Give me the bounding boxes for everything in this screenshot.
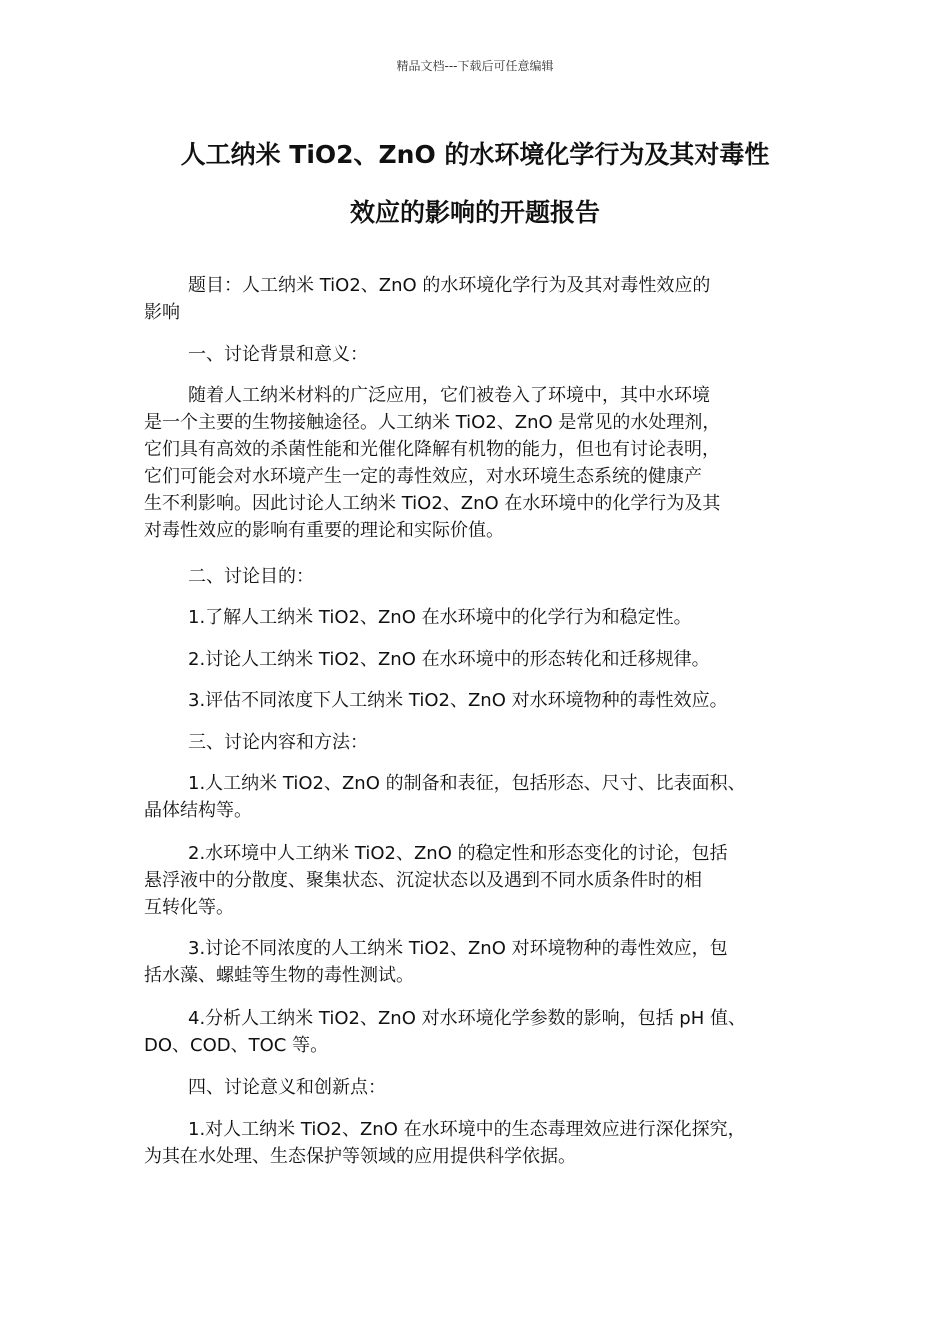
text-line: 晶体结构等。	[144, 800, 252, 821]
text-line: 它们可能会对水环境产生一定的毒性效应，对水环境生态系统的健康产	[144, 466, 702, 487]
text-line: 二、讨论目的：	[188, 566, 314, 587]
text-line: 3.评估不同浓度下人工纳米 TiO2、ZnO 对水环境物种的毒性效应。	[188, 690, 728, 711]
document-title-line-1: 人工纳米 TiO2、ZnO 的水环境化学行为及其对毒性	[180, 140, 770, 169]
background-paragraph	[144, 382, 824, 544]
text-line: 3.讨论不同浓度的人工纳米 TiO2、ZnO 对环境物种的毒性效应，包	[188, 938, 728, 959]
objective-item	[144, 604, 824, 631]
text-line: 四、讨论意义和创新点：	[188, 1077, 386, 1098]
text-line: 生不利影响。因此讨论人工纳米 TiO2、ZnO 在水环境中的化学行为及其	[144, 493, 721, 514]
text-line: 1.对人工纳米 TiO2、ZnO 在水环境中的生态毒理效应进行深化探究，	[188, 1119, 746, 1140]
section-heading-background	[144, 341, 824, 368]
text-line: 一、讨论背景和意义：	[188, 344, 368, 365]
significance-item	[144, 1116, 824, 1170]
section-heading-significance	[144, 1074, 824, 1101]
method-item	[144, 770, 824, 824]
method-item	[144, 840, 824, 921]
text-line: 题目：人工纳米 TiO2、ZnO 的水环境化学行为及其对毒性效应的	[188, 275, 711, 296]
objective-item	[144, 646, 824, 673]
text-line: 三、讨论内容和方法：	[188, 732, 368, 753]
text-line: 2.水环境中人工纳米 TiO2、ZnO 的稳定性和形态变化的讨论，包括	[188, 843, 728, 864]
objective-item	[144, 687, 824, 714]
text-line: 它们具有高效的杀菌性能和光催化降解有机物的能力，但也有讨论表明，	[144, 439, 720, 460]
topic-paragraph	[144, 272, 824, 326]
method-item	[144, 1005, 824, 1059]
section-heading-objectives	[144, 563, 824, 590]
method-item	[144, 935, 824, 989]
text-line: 影响	[144, 302, 180, 323]
text-line: 4.分析人工纳米 TiO2、ZnO 对水环境化学参数的影响，包括 pH 值、	[188, 1008, 746, 1029]
text-line: 对毒性效应的影响有重要的理论和实际价值。	[144, 520, 504, 541]
section-heading-content-methods	[144, 729, 824, 756]
text-line: 2.讨论人工纳米 TiO2、ZnO 在水环境中的形态转化和迁移规律。	[188, 649, 710, 670]
text-line: 是一个主要的生物接触途径。人工纳米 TiO2、ZnO 是常见的水处理剂，	[144, 412, 721, 433]
text-line: 悬浮液中的分散度、聚集状态、沉淀状态以及遇到不同水质条件时的相	[144, 870, 702, 891]
text-line: 互转化等。	[144, 897, 234, 918]
text-line: DO、COD、TOC 等。	[144, 1035, 329, 1056]
text-line: 括水藻、螺蛙等生物的毒性测试。	[144, 965, 414, 986]
text-line: 随着人工纳米材料的广泛应用，它们被卷入了环境中，其中水环境	[188, 385, 710, 406]
text-line: 为其在水处理、生态保护等领域的应用提供科学依据。	[144, 1146, 576, 1167]
text-line: 1.人工纳米 TiO2、ZnO 的制备和表征，包括形态、尺寸、比表面积、	[188, 773, 746, 794]
text-line: 1.了解人工纳米 TiO2、ZnO 在水环境中的化学行为和稳定性。	[188, 607, 692, 628]
document-title-line-2: 效应的影响的开题报告	[349, 198, 600, 227]
page-header: 精品文档---下载后可任意编辑	[396, 59, 554, 73]
